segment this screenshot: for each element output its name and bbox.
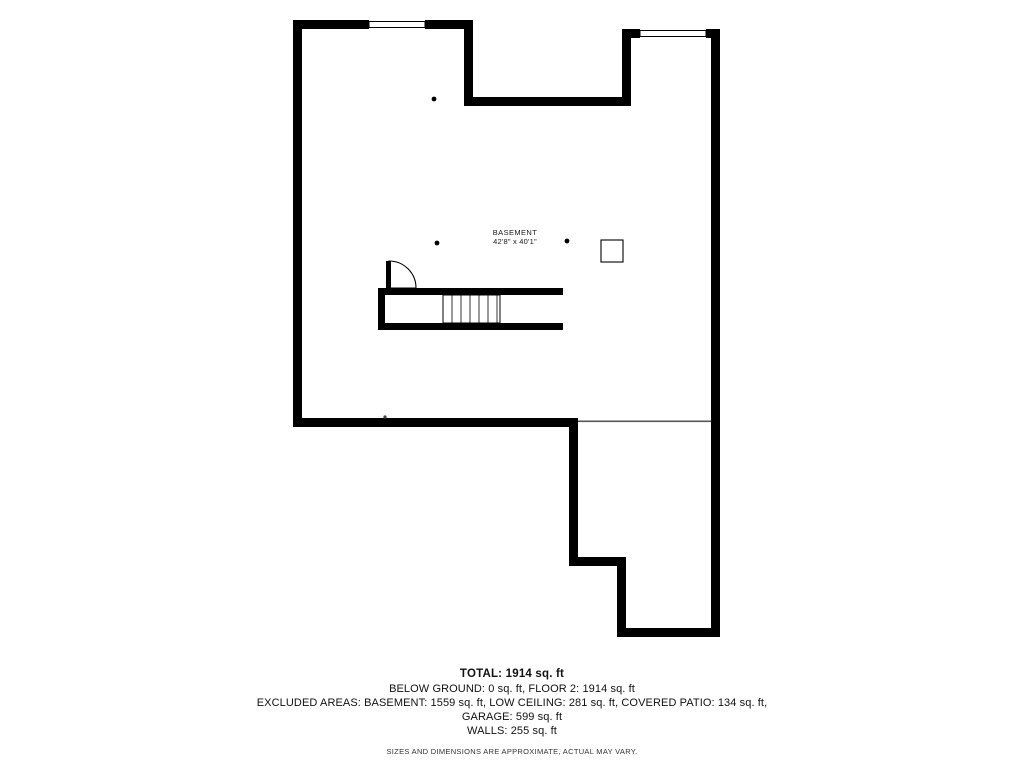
room-name: BASEMENT xyxy=(492,228,538,237)
room-dimensions: 42'8" x 40'1" xyxy=(493,237,537,247)
total-value: 1914 sq. ft xyxy=(505,668,565,680)
area-summary xyxy=(0,668,1024,756)
staircase xyxy=(443,295,500,323)
walls-line: WALLS: 255 sq. ft xyxy=(467,725,557,737)
room-label-basement xyxy=(455,228,575,247)
below-ground-line: BELOW GROUND: 0 sq. ft, FLOOR 2: 1914 sq. ft xyxy=(389,683,635,695)
garage-line: GARAGE: 599 sq. ft xyxy=(461,711,563,723)
support-posts xyxy=(383,97,569,419)
door-swing-icon xyxy=(386,261,416,289)
excluded-areas-line: EXCLUDED AREAS: BASEMENT: 1559 sq. ft, LOW CEILING: 281 sq. ft, COVERED PATIO: 134 sq. ft, xyxy=(256,697,768,709)
disclaimer-text: SIZES AND DIMENSIONS ARE APPROXIMATE, ACTUAL MAY VARY. xyxy=(386,747,638,756)
total-line xyxy=(0,668,1024,680)
total-label: TOTAL: xyxy=(459,668,503,680)
column-fixture xyxy=(601,240,623,262)
